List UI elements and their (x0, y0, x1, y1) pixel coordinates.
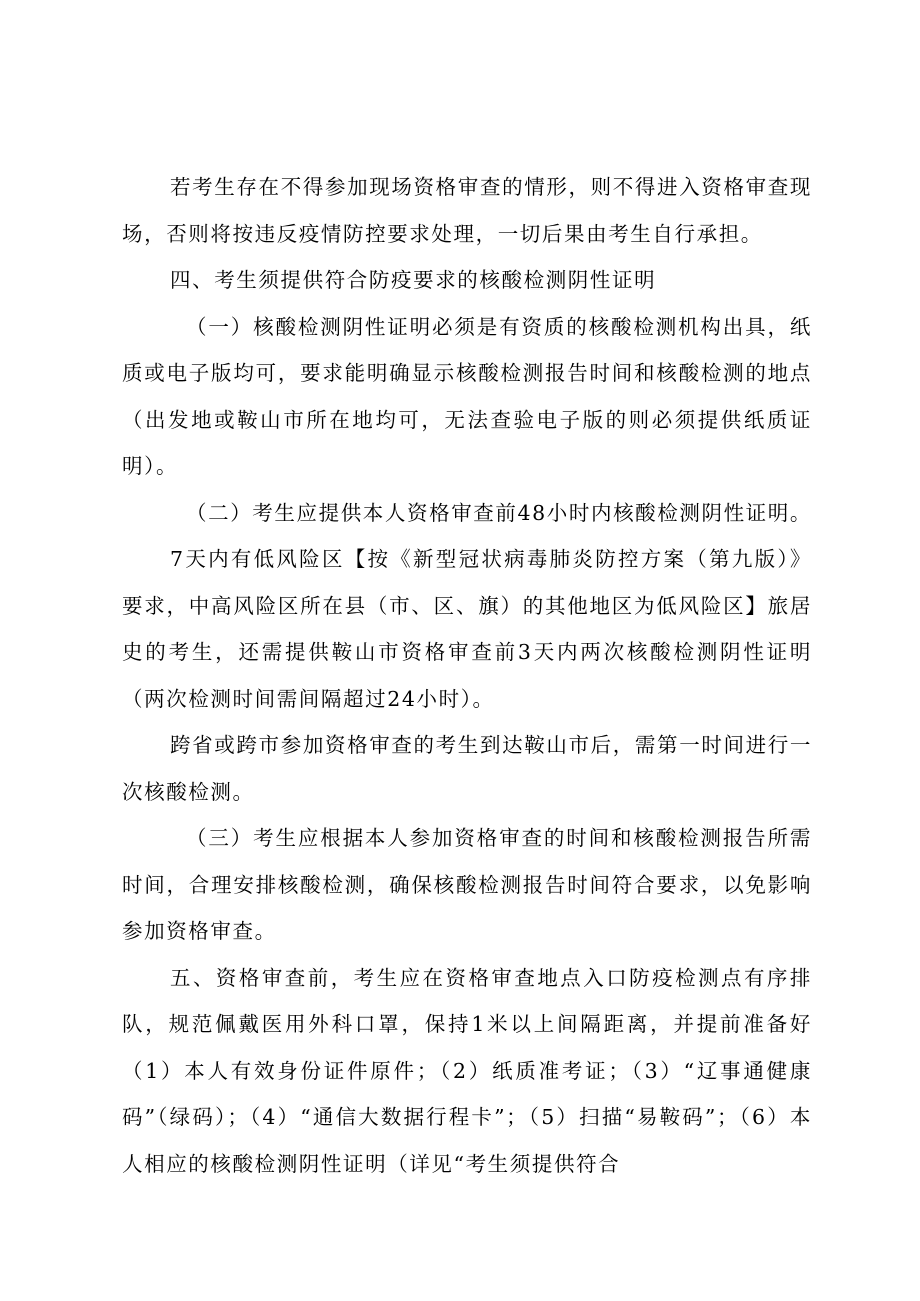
paragraph-item-1: （一）核酸检测阴性证明必须是有资质的核酸检测机构出具，纸质或电子版均可，要求能明确显示核酸检测报告时间和核酸检测的地点（出发地或鞍山市所在地均可，无法查验电子版的则必须提供纸质证明）。 (122, 314, 812, 478)
section-heading-before-review: 五、资格审查前，考生应在资格审查地点入口防疫检测点有序排队，规范佩戴医用外科口罩，保持1米以上间隔距离，并提前准备好（1）本人有效身份证件原件；（2）纸质准考证；（3）“辽事通健康码”（绿码）；（4）“通信大数据行程卡”；（5）扫描“易鞍码”；（6）本人相应的核酸检测阴性证明（详见“考生须提供符合 (122, 965, 812, 1176)
paragraph-cross-region: 跨省或跨市参加资格审查的考生到达鞍山市后，需第一时间进行一次核酸检测。 (122, 733, 812, 804)
paragraph-item-2: （二）考生应提供本人资格审查前48小时内核酸检测阴性证明。 (186, 500, 812, 525)
paragraph-unable-to-enter: 若考生存在不得参加现场资格审查的情形，则不得进入资格审查现场，否则将按违反疫情防控要求处理，一切后果由考生自行承担。 (122, 175, 812, 246)
paragraph-low-risk-area: 7天内有低风险区【按《新型冠状病毒肺炎防控方案（第九版）》要求，中高风险区所在县（市、区、旗）的其他地区为低风险区】旅居史的考生，还需提供鞍山市资格审查前3天内两次核酸检测阴性证明（两次检测时间需间隔超过24小时）。 (122, 547, 812, 711)
paragraph-item-3: （三）考生应根据本人参加资格审查的时间和核酸检测报告所需时间，合理安排核酸检测，确保核酸检测报告时间符合要求，以免影响参加资格审查。 (122, 826, 812, 943)
document-page (122, 164, 812, 1187)
section-heading-nucleic-test: 四、考生须提供符合防疫要求的核酸检测阴性证明 (170, 268, 657, 292)
